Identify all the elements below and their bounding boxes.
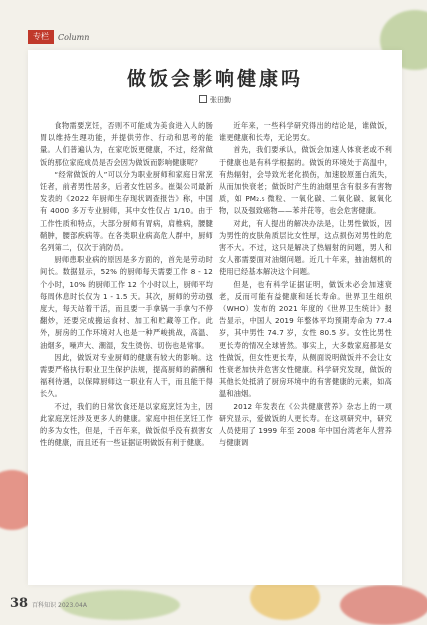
section-tag-english: Column	[58, 32, 90, 42]
journal-issue: 百科知识 2023.04A	[32, 602, 87, 609]
page-footer	[10, 596, 87, 611]
paragraph: 不过，我们的日常饮食还是以家庭烹饪为主，因此家庭烹饪涉及更多人的健康。家庭中担任烹饪工作的多为女性，但是，千百年来，做饭似乎没有损害女性的健康，而且还有一些证据证明做饭有利于健康。	[40, 401, 213, 448]
article-card	[28, 50, 402, 585]
author-line	[28, 95, 402, 105]
article-title: 做饭会影响健康吗	[126, 68, 303, 90]
paragraph: 但是，也有科学证据证明，做饭未必会加速衰老，反而可能有益健康和延长寿命。世界卫生组织（WHO）发布的 2021 年度的《世界卫生统计》报告显示，中国人 2019 年整体平均预期寿命为 77.4 岁，其中男性 74.7 岁，女性 80.5 岁。女性比男性更长寿的情况全球皆然。事实上，大多数家庭都是女性做饭，但女性更长寿，从侧面说明做饭并不会让女性衰老加快并危害女性健康。科学研究发现，做饭的其他长处抵消了厨房环境中的有害健康的元素，如高温和油烟。	[219, 279, 392, 399]
paragraph: 对此，有人提出的解决办法是，让男性做饭，因为男性的皮肤角质层比女性厚，这点损伤对男性的危害不大。不过，这只是解决了热辐射的问题，男人和女人都需要面对油烟问题。近几十年来，抽油烟机的使用已经基本解决这个问题。	[219, 218, 392, 277]
paragraph: 2012 年发表在《公共健康营养》杂志上的一项研究显示，爱做饭的人更长寿。在这项研究中，研究人员使用了 1999 年至 2008 年中国台湾老年人营养与健康调	[219, 401, 392, 448]
paragraph: 因此，做饭对专业厨师的健康有较大的影响。这需要严格执行职业卫生保护法规，提高厨师的薪酬和福利待遇，以保障厨师这一职业有人干，而且能干得长久。	[40, 352, 213, 399]
paragraph: 食物需要烹饪，否则不可能成为美食进入人的肠胃以维持生理功能，并提供劳作、行动和思考的能量。人们普遍认为，在家吃饭更健康，不过，经常做饭的那位家庭成员是否会因为做饭而影响健康呢？	[40, 121, 213, 167]
author-box-icon	[199, 95, 207, 103]
paragraph: “经常做饭的人”可以分为职业厨师和家庭日常烹饪者，前者男性居多，后者女性居多。崔渠公司最新发表的《2022 年厨师生存现状调查报告》称，中国有 4000 多万专业厨师，其中女性仅占 1/10。由于工作性质和特点，大部分厨师有胃病，肩椎病，腰腱鞘肿，腰部疾病等。在各类职业病高危人群中，厨师名列第二，仅次于消防员。	[40, 169, 213, 253]
column-header	[0, 30, 89, 44]
right-column	[219, 120, 392, 449]
paragraph: 首先，我们要承认，做饭会加速人体衰老或不利于健康也是有科学根据的。做饭的环境处于高温中，有热辐射，会导致光老化损伤，加速胶原蛋白流失，从而加快衰老；做饭时产生的油烟里含有很多有害物质，如 PM₂.₅ 微粒、一氧化碳、二氧化碳、氮氧化物，以及强致癌物——苯并芘等，也会危害健康。	[219, 145, 392, 216]
left-column	[40, 120, 213, 449]
paragraph: 近年来，一些科学研究得出的结论是，谁做饭，谁更健康和长寿，无论男女。	[219, 121, 392, 143]
section-tag: 专栏	[28, 30, 54, 44]
page-number: 38	[10, 596, 29, 611]
paragraph: 厨师患职业病的原因是多方面的，首先是劳动时间长。数据显示，52% 的厨师每天需要工作 8 - 12 个小时，10% 的厨师工作 12 个小时以上，厨师平均每周休息时长仅为 1 - 1.5 天。其次，厨师的劳动强度大，每天站着干活，而且要一手拿锅一手拿勺不停翻炒，还要完成搬运食材、加工和贮藏等工作。此外，厨房的工作环境对人也是一种严峻挑战，高温、油烟多，噪声大、潮湿，发生烫伤、切伤也是常事。	[40, 255, 213, 350]
author-name: 张田勤	[210, 96, 231, 104]
background-pepper-2	[340, 585, 427, 625]
